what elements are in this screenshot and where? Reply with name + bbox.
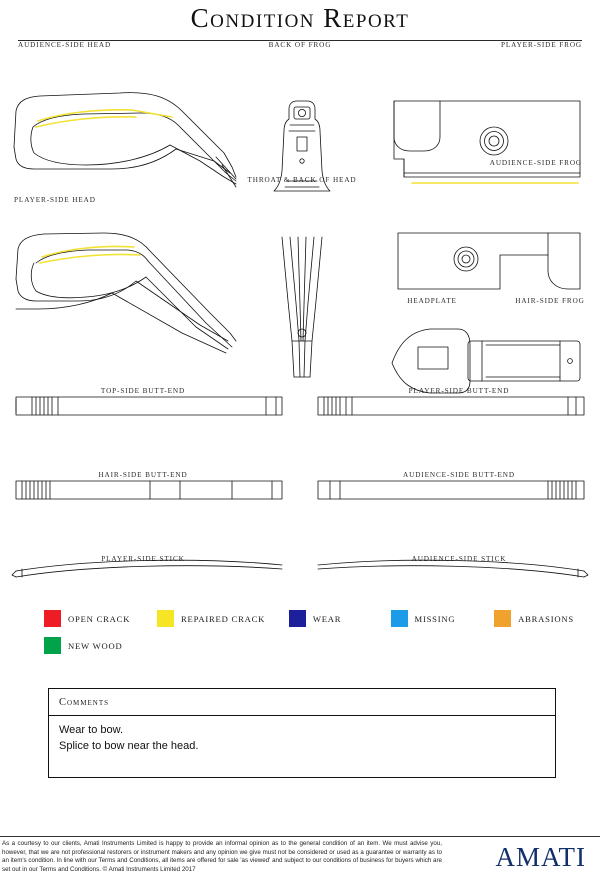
drawing-player-side-head [16,233,236,353]
drawing-player-side-frog [394,101,580,183]
footer-divider [0,836,600,837]
legend-label-repaired-crack: REPAIRED CRACK [180,613,266,624]
legend-row-1 [44,610,574,627]
label-audience-side-head: AUDIENCE-SIDE HEAD [18,41,112,49]
label-audience-side-butt-end: AUDIENCE-SIDE BUTT-END [403,471,515,479]
drawing-audience-side-stick [318,560,588,577]
drawing-audience-side-frog [398,233,580,289]
legend-label-abrasions: ABRASIONS [518,613,574,624]
drawing-hair-side-frog [468,341,580,381]
page-title: Condition Report [190,3,410,33]
legend-label-wear: WEAR [312,613,342,624]
legend-swatch-wear [289,610,306,627]
label-player-side-butt-end: PLAYER-SIDE BUTT-END [408,387,510,395]
label-player-side-head: PLAYER-SIDE HEAD [14,196,96,204]
legend-row-2 [44,637,574,654]
label-player-side-stick: PLAYER-SIDE STICK [101,555,185,563]
label-headplate: HEADPLATE [407,297,457,305]
label-hair-side-butt-end: HAIR-SIDE BUTT-END [98,471,188,479]
label-back-of-frog: BACK OF FROG [268,41,332,49]
legend-item-open-crack [44,610,157,627]
legend-item-repaired-crack [157,610,289,627]
legend-item-abrasions [494,610,574,627]
legend-swatch-new-wood [44,637,61,654]
label-player-side-frog: PLAYER-SIDE FROG [500,41,582,49]
legend-swatch-repaired-crack [157,610,174,627]
drawing-top-side-butt-end [16,397,282,415]
drawing-audience-side-head [14,93,236,187]
comments-header: Comments [49,689,555,716]
diagram-area [0,41,600,601]
drawing-player-side-butt-end [318,397,584,415]
drawing-back-of-frog [274,101,330,191]
legend-item-missing [391,610,495,627]
legend [44,610,574,664]
label-audience-side-stick: AUDIENCE-SIDE STICK [411,555,507,563]
comments-box [48,688,556,778]
legend-item-wear [289,610,391,627]
comment-line-1: Wear to bow. [59,724,123,736]
legend-swatch-abrasions [494,610,511,627]
drawing-headplate [392,329,470,393]
label-throat-back-of-head: THROAT & BACK OF HEAD [247,176,357,184]
amati-logo: AMATI [495,842,586,872]
legend-swatch-open-crack [44,610,61,627]
footer-disclaimer: As a courtesy to our clients, Amati Instruments Limited is happy to provide an informal opinion as to the general condition of an item. We must advise you, however, that we are not professional restorers or instrument makers and any opinion we give must not be considered or used as a guarantee or warranty as to an item's condition. In line with our Terms and Conditions, all items are offered for sale 'as viewed' and subject to our conditions of business for buyers which are set out in our Terms and Conditions. © Amati Instruments Limited 2017 [2,840,442,873]
comments-body [49,716,555,754]
drawing-audience-side-butt-end [318,481,584,499]
comment-line-2: Splice to bow near the head. [59,740,199,752]
drawing-hair-side-butt-end [16,481,282,499]
legend-item-new-wood [44,637,123,654]
label-audience-side-frog: AUDIENCE-SIDE FROG [489,159,582,167]
legend-swatch-missing [391,610,408,627]
label-hair-side-frog: HAIR-SIDE FROG [515,297,585,305]
drawing-player-side-stick [12,560,282,577]
legend-label-open-crack: OPEN CRACK [68,613,131,624]
legend-label-missing: MISSING [414,613,456,624]
bow-diagram-drawings [0,41,600,601]
label-top-side-butt-end: TOP-SIDE BUTT-END [100,387,186,395]
legend-label-new-wood: NEW WOOD [68,640,123,651]
drawing-throat-back-of-head [282,237,322,377]
